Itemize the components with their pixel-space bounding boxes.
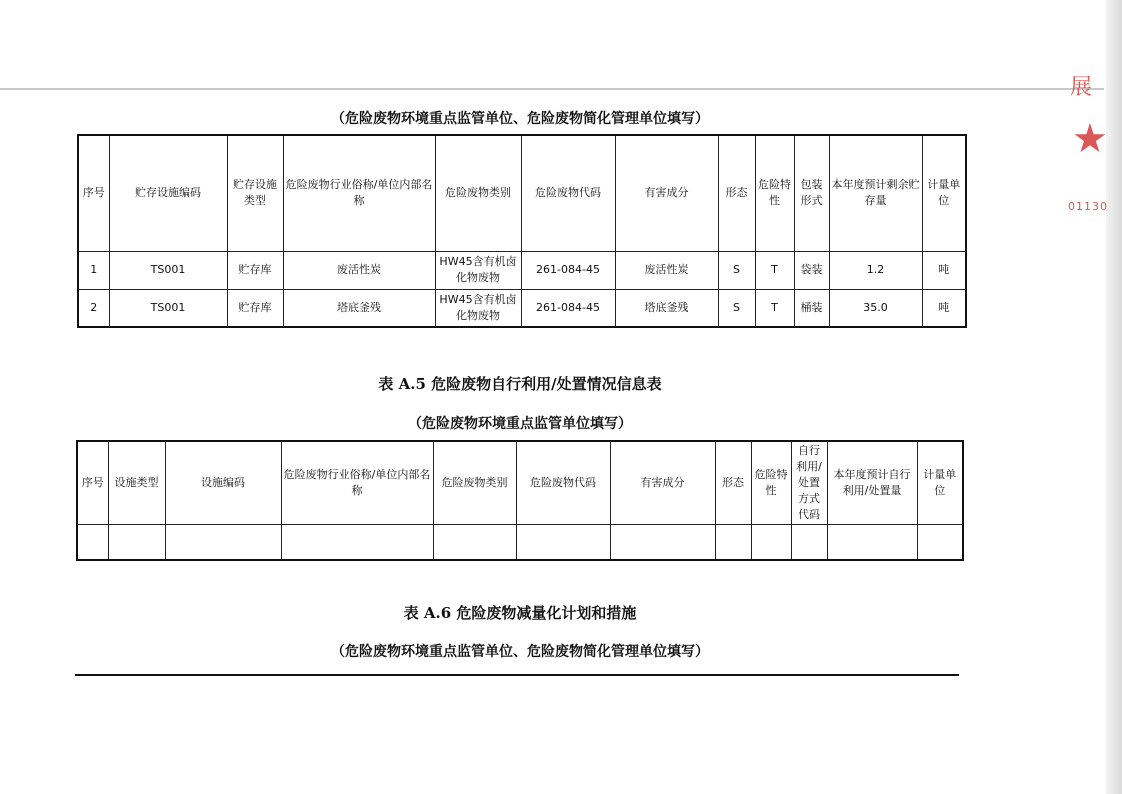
a5-header-cell: 危险废物代码: [516, 441, 610, 524]
table-cell: [751, 524, 791, 560]
a5-header-cell: 危险废物行业俗称/单位内部名称: [281, 441, 433, 524]
a4-header-cell: 贮存设施类型: [227, 135, 283, 251]
a5-header-cell: 序号: [77, 441, 108, 524]
a4-header-cell: 贮存设施编码: [109, 135, 227, 251]
seal-number: 01130: [1068, 200, 1108, 213]
a5-header-row: [77, 441, 963, 524]
table-cell: 261-084-45: [521, 289, 615, 327]
a5-header-cell: 设施编码: [165, 441, 281, 524]
a4-header-cell: 有害成分: [615, 135, 718, 251]
table-cell: [917, 524, 963, 560]
table-row: [77, 524, 963, 560]
table-cell: TS001: [109, 251, 227, 289]
a4-header-cell: 危险废物代码: [521, 135, 615, 251]
a5-subtitle: （危险废物环境重点监管单位填写）: [408, 416, 632, 432]
a4-header-cell: 危险废物类别: [435, 135, 521, 251]
a4-header-cell: 包装形式: [794, 135, 829, 251]
table-cell: S: [718, 289, 755, 327]
table-cell: [281, 524, 433, 560]
a5-header-cell: 设施类型: [108, 441, 165, 524]
table-cell: [827, 524, 917, 560]
a5-header-cell: 形态: [715, 441, 751, 524]
a4-header-cell: 本年度预计剩余贮存量: [829, 135, 922, 251]
a4-table: [77, 134, 967, 328]
top-divider: [0, 88, 1104, 90]
a5-header-cell: 危险特性: [751, 441, 791, 524]
table-cell: 吨: [922, 251, 966, 289]
table-cell: 2: [78, 289, 109, 327]
table-cell: 贮存库: [227, 251, 283, 289]
table-cell: 1.2: [829, 251, 922, 289]
table-cell: [610, 524, 715, 560]
a5-header-cell: 危险废物类别: [433, 441, 516, 524]
a5-table: [76, 440, 964, 561]
table-cell: 吨: [922, 289, 966, 327]
table-cell: 塔底釜残: [615, 289, 718, 327]
a4-header-cell: 危险废物行业俗称/单位内部名称: [283, 135, 435, 251]
a5-header-cell: 有害成分: [610, 441, 715, 524]
table-cell: [77, 524, 108, 560]
table-cell: 261-084-45: [521, 251, 615, 289]
a5-header-cell: 自行利用/处置方式代码: [791, 441, 827, 524]
a4-header-row: [78, 135, 966, 251]
a5-header-cell: 计量单位: [917, 441, 963, 524]
table-cell: 废活性炭: [283, 251, 435, 289]
table-cell: [433, 524, 516, 560]
a5-title: 表 A.5 危险废物自行利用/处置情况信息表: [378, 375, 662, 393]
table-cell: 袋装: [794, 251, 829, 289]
a6-title: 表 A.6 危险废物减量化计划和措施: [403, 604, 637, 622]
a4-header-cell: 形态: [718, 135, 755, 251]
table-row: [78, 289, 966, 327]
table-cell: [165, 524, 281, 560]
a4-subtitle: （危险废物环境重点监管单位、危险废物简化管理单位填写）: [331, 111, 709, 127]
a4-header-cell: 序号: [78, 135, 109, 251]
a6-subtitle: （危险废物环境重点监管单位、危险废物简化管理单位填写）: [331, 644, 709, 660]
table-cell: [108, 524, 165, 560]
table-cell: T: [755, 289, 794, 327]
table-cell: S: [718, 251, 755, 289]
scan-edge: [1106, 0, 1122, 794]
table-cell: [715, 524, 751, 560]
table-cell: HW45含有机卤化物废物: [435, 289, 521, 327]
table-cell: 桶装: [794, 289, 829, 327]
table-row: [78, 251, 966, 289]
table-cell: 塔底釜残: [283, 289, 435, 327]
a4-header-cell: 计量单位: [922, 135, 966, 251]
a5-header-cell: 本年度预计自行利用/处置量: [827, 441, 917, 524]
table-cell: T: [755, 251, 794, 289]
table-cell: [791, 524, 827, 560]
table-cell: HW45含有机卤化物废物: [435, 251, 521, 289]
table-cell: TS001: [109, 289, 227, 327]
official-seal: [1068, 60, 1108, 230]
table-cell: [516, 524, 610, 560]
table-cell: 废活性炭: [615, 251, 718, 289]
table-cell: 1: [78, 251, 109, 289]
seal-character: 展: [1070, 75, 1093, 100]
seal-star-icon: ★: [1072, 116, 1108, 162]
table-cell: 35.0: [829, 289, 922, 327]
table-cell: 贮存库: [227, 289, 283, 327]
a4-header-cell: 危险特性: [755, 135, 794, 251]
a6-table-top-border: [75, 674, 959, 676]
